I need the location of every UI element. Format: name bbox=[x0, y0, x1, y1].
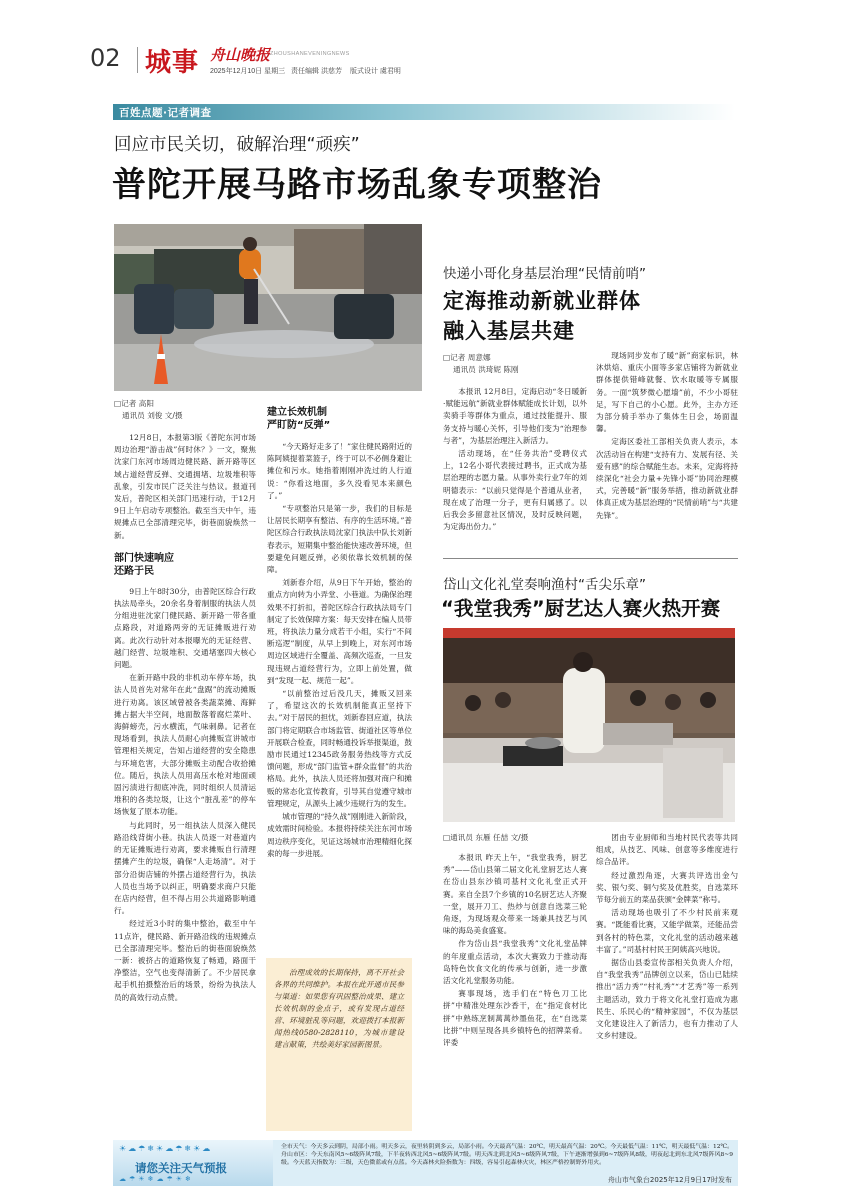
article1-intro bbox=[114, 432, 256, 542]
article1-credit-correspondent: 通讯员 刘俊 文/摄 bbox=[122, 411, 183, 420]
paragraph: 赛事现场，选手们在“特色刀工比拼”中精准处理东沙香干，在“指定食材比拼”中熟练烹制萬萬炒墨鱼花，在“自选菜比拼”中则呈现各具乡镇特色的招牌菜肴。评委 bbox=[443, 989, 587, 1048]
paragraph: 9日上午8时30分，由普陀区综合行政执法局牵头，20余名身着制服的执法人员分组进驻沈家门健民路、新开路一带各重点路段，对道路两旁的无证摊贩进行劝离。此次行动针对本报曝光的无证经营、越门经营、垃圾堆积、交通堵塞四大核心问题。 bbox=[114, 586, 256, 670]
paragraph: 现场同步发布了暖“新”商家标识，林沐烘焙、重庆小面等多家店铺将为新就业群体提供错峰就餐、饮水取暖等专属服务。一面“筑梦微心愿墙”前，不少小哥驻足，写下自己的小心愿。此外，主办方还为部分骑手举办了集体生日会，场面温馨。 bbox=[596, 351, 738, 434]
weather-promo-text: 请您关注天气预报 bbox=[135, 1161, 227, 1175]
article1-subhead1: 部门快速响应 还路于民 bbox=[114, 552, 174, 577]
paragraph: 据岱山县委宣传部相关负责人介绍，自“我堂我秀”品牌创立以来，岱山已陆续推出“活力秀”“村礼秀”“才艺秀”等一系列主题活动，致力于将文化礼堂打造成为惠民生、乐民心的“精神家园”，不仅为基层文化建设注入了新活力，也有力推动了人文乡村建设。 bbox=[596, 958, 738, 1041]
weather-promo-panel bbox=[113, 1140, 273, 1186]
paragraph: 作为岱山县“我堂我秀”文化礼堂品牌的年度重点活动，本次大赛致力于推动海岛特色饮食文化的传承与创新，进一步激活文化礼堂服务功能。 bbox=[443, 939, 587, 986]
cloud-icon: ☁ bbox=[156, 1175, 167, 1183]
paper-logo-en: ZHOUSHANEVENINGNEWS bbox=[270, 51, 350, 57]
rain-icon: ☂ bbox=[166, 1175, 176, 1183]
paragraph: 12月8日，本报第3版《普陀东河市场周边治理“游击战”何时休？》一文，聚焦沈家门东河市场周边健民路、新开路等区域占道经营反弹、交通拥堵、垃圾堆积等乱象，引发市民广泛关注与热议。报道刊发后，普陀区相关部门迅速行动，于12月9日上午启动专项整治。截至当天中午，违规摊点已全部清理完毕，街巷面貌焕然一新。 bbox=[114, 433, 256, 540]
article1-column1 bbox=[114, 432, 256, 1142]
date-line: 2025年12月10日 星期三 bbox=[210, 68, 286, 75]
section-title: 城事 bbox=[145, 48, 200, 78]
article3-photo-cooking-contest bbox=[443, 628, 735, 822]
article2-column1 bbox=[443, 386, 587, 546]
article2-headline-line1: 定海推动新就业群体 bbox=[443, 289, 641, 313]
paragraph: “以前整治过后没几天，摊贩又回来了，希望这次的长效机制能真正坚持下去。”对于居民的担忧，刘新春回应道，执法部门将定期联合市场监管、街道社区等单位开展联合检查，同时畅通投诉举报渠道，鼓励市民通过12345政务服务热线等方式反馈问题，形成“部门监管+群众监督”的共治格局。此外，执法人员还将加强对商户和摊贩的常态化宣传教育，引导其自觉遵守城市管理规定，从源头上减少违规行为的发生。 bbox=[267, 689, 412, 808]
paragraph: 团由专业厨师和当地村民代表等共同组成，从技艺、风味、创意等多维度进行综合品评。 bbox=[596, 833, 738, 867]
article2-kicker: 快递小哥化身基层治理“民情前哨” bbox=[443, 266, 646, 282]
editor-line: 责任编辑 洪慈芳 bbox=[291, 68, 342, 75]
paragraph: 定海区委社工部相关负责人表示，本次活动旨在构建“支持有力、发展有径、关爱有感”的综合赋能生态。未来，定海将持续深化“社会力量+先锋小哥”协同治理模式，完善暖“新”服务举措，推动新就业群体真正成为基层治理的“民情前哨”与“共建先锋”。 bbox=[596, 437, 738, 520]
paragraph: 本报讯 12月8日，定海启动“冬日暖新·赋能远航”新就业群体赋能成长计划，以外卖骑手等群体为重点，通过技能提升、服务支持与暖心关怀，引导他们变为“治理参与者”，为基层治理注入新活力。 bbox=[443, 387, 587, 445]
article3-column1 bbox=[443, 852, 587, 1132]
rain-icon: ☂ bbox=[175, 1144, 185, 1153]
sun-icon: ☀ bbox=[119, 1144, 129, 1153]
paragraph: 刘新春介绍，从9日下午开始，整治的重点方向转为小弄堂、小巷道。为确保治理效果不打折扣，普陀区综合行政执法局专门制定了长效保障方案：每天安排在编人员带班，将执法力量分成若干小组，实行“不间断巡逻”制度，从早上到晚上，对东河市场周边区域进行全覆盖、高频次巡查，一旦发现违规占道经营行为，立即上前处置，做到“发现一起、规范一起”。 bbox=[267, 578, 412, 685]
snow-icon: ❄ bbox=[147, 1175, 157, 1183]
article3-headline: “我堂我秀”厨艺达人赛火热开赛 bbox=[441, 597, 721, 620]
snow-icon: ❄ bbox=[184, 1144, 194, 1153]
paragraph: 活动现场也吸引了不少村民前来观赛。“既能看比赛，又能学做菜，还能品尝到各村的特色菜，文化礼堂的活动越来越丰富了。”司基村村民王阿姨高兴地说。 bbox=[596, 908, 738, 954]
masthead-info bbox=[210, 66, 401, 76]
article3-body1 bbox=[443, 852, 587, 1049]
weather-source: 舟山市气象台2025年12月9日17时发布 bbox=[607, 1176, 732, 1184]
article2-headline-line2: 融入基层共建 bbox=[443, 319, 575, 343]
sun-icon: ☀ bbox=[156, 1144, 166, 1153]
article2-credit-correspondent: 通讯员 洪琦妮 陈刚 bbox=[453, 365, 519, 374]
article1-body1 bbox=[114, 586, 256, 1004]
paragraph: 活动现场，在“任务共治”受聘仪式上，12名小哥代表接过聘书，正式成为基层治理的志愿力量。从事外卖行业7年的刘明德表示：“以前只觉得是个普通从业者，现在成了治理一分子，更有归属感了。以后我会多留意社区情况，及时反映问题，为定海出份力。” bbox=[443, 449, 587, 532]
article1-subhead2: 建立长效机制 严盯防“反弹” bbox=[267, 407, 331, 431]
paragraph: 在新开路中段的非机动车停车场，执法人员首先对常年在此“盘踞”的流动摊贩进行劝离。该区域曾被各类蔬菜摊、海鲜摊占据大半空间，地面散落着腐烂菜叶、海鲜螃壳，污水横流，气味刺鼻。记者在现场看到，执法人员耐心向摊贩宣讲城市管理相关规定，告知占道经营的安全隐患与环境危害，大部分摊贩主动配合收拾摊位。随后，执法人员用高压水枪对地面顽固污渍进行彻底冲洗，同时组织人员清运堆积的各类垃圾，让这个“脏乱差”的停车场恢复了原本功能。 bbox=[114, 673, 256, 817]
paragraph: “专项整治只是第一步，我们的目标是让居民长期享有整洁、有序的生活环境。”普陀区综合行政执法局沈家门执法中队长刘新春表示，短期集中整治能快速改善环境，但要避免问题反弹，必须依靠长效机制的保障。 bbox=[267, 504, 412, 575]
article1-credit-reporter: □记者 高阳 bbox=[114, 399, 154, 408]
weather-strip bbox=[113, 1140, 738, 1186]
article2-credit bbox=[443, 352, 593, 376]
article3-credit: □通讯员 东雁 任喆 文/摄 bbox=[443, 833, 529, 842]
article1-note-text: 治理成效的长期保持，离不开社会各界的共同维护。本报在此开通市民参与渠道：如果您有巩固整治成果、建立长效机制的金点子，或有发现占道经营、环境脏乱等问题，欢迎拨打本报新闻热线0580-2828110，为城市建设建言献策，共绘美好家园新图景。 bbox=[274, 968, 404, 1049]
sun-icon: ☀ bbox=[175, 1175, 185, 1183]
article1-body2 bbox=[267, 441, 412, 860]
rain-icon: ☂ bbox=[129, 1175, 139, 1183]
weather-icons-row-bottom bbox=[119, 1175, 194, 1183]
paragraph: 城市管理的“持久战”刚刚进入新阶段，成效需时间检验。本报将持续关注东河市场周边秩序变化，见证这场城市治理精细化探索的每一步进展。 bbox=[267, 812, 412, 858]
rain-icon: ☂ bbox=[138, 1144, 148, 1153]
article2-column2 bbox=[596, 350, 738, 546]
article1-column2 bbox=[267, 402, 412, 954]
cloud-icon: ☁ bbox=[128, 1144, 139, 1153]
weather-icons-row bbox=[119, 1144, 212, 1153]
article3-body2 bbox=[596, 832, 738, 1042]
article1-photo-street-cleaning bbox=[114, 224, 422, 391]
article1-kicker: 回应市民关切，破解治理“顽疾” bbox=[114, 135, 360, 155]
section-banner bbox=[113, 104, 735, 120]
designer-line: 版式设计 虞君明 bbox=[349, 68, 401, 75]
paragraph: 经过激烈角逐，大赛共评选出金勺奖、银勺奖、铜勺奖及优胜奖，自选菜环节每分前五的菜品获颁“金牌菜”称号。 bbox=[596, 870, 738, 905]
cooking-contest-illustration bbox=[443, 628, 735, 822]
snow-icon: ❄ bbox=[147, 1144, 157, 1153]
street-cleaning-illustration bbox=[114, 224, 422, 391]
paper-logo: 舟山晚报 bbox=[210, 46, 271, 64]
paragraph: 本报讯 昨天上午，“我堂我秀，厨艺秀”——岱山县第二届文化礼堂厨艺达人赛在岱山县东沙镇司基村文化礼堂正式开赛。来自全县7个乡镇的10名厨艺达人齐聚一堂，展开刀工、热炒与创意自选菜三轮角逐，为现场观众带来一场兼具技艺与风味的海岛美食盛宴。 bbox=[443, 853, 587, 936]
article2-body2 bbox=[596, 350, 738, 522]
masthead-divider bbox=[137, 47, 138, 73]
weather-forecast-text: 全市天气：今天多云到阴，局部小雨。明天多云，夜里转阴到多云，局部小雨。今天最高气温：20℃，明天最高气温：20℃。今天最低气温：11℃，明天最低气温：12℃。舟山市区：今天东南风5~6级阵风7级，下半夜转西北风5~6级阵风7级。明天西北到北风5~6级阵风7级，下午逐渐增强到6~7级阵风8级，明夜起北到东北风7级阵风8~9级。今天蓝天指数为：三级，天色微蓝或有点蓝。今天森林火险指数为：四级，容易引起森林火灾，林区严格控制野外用火。 bbox=[281, 1144, 733, 1167]
article3-kicker: 岱山文化礼堂奏响渔村“舌尖乐章” bbox=[443, 577, 646, 593]
article1-note-box bbox=[266, 958, 412, 1131]
sun-icon: ☀ bbox=[193, 1144, 203, 1153]
paragraph: 经过近3小时的集中整治，截至中午11点许，健民路、新开路沿线的违规摊点已全部清理完毕。整治后的街巷面貌焕然一新：被挤占的道路恢复了畅通，路面干净整洁，空气也变得清新了。不少居民拿起手机拍摄整治后的场景，纷纷为执法人员的高效行动点赞。 bbox=[114, 919, 256, 1002]
page-number: 02 bbox=[90, 44, 121, 72]
paragraph: “今天路好走多了！”家住健民路附近的陈阿姨提着菜篮子，终于可以不必侧身避让摊位和污水。她指着刚刚冲洗过的人行道说：“你看这地面，多久没看见本来颜色了。” bbox=[267, 442, 412, 500]
cloud-icon: ☁ bbox=[165, 1144, 176, 1153]
cloud-icon: ☁ bbox=[119, 1175, 129, 1183]
article-divider bbox=[443, 558, 738, 559]
article1-headline: 普陀开展马路市场乱象专项整治 bbox=[112, 165, 602, 205]
article2-credit-reporter: □记者 周意娜 bbox=[443, 353, 491, 362]
article3-column2 bbox=[596, 832, 738, 1132]
article1-credit bbox=[114, 398, 264, 422]
paragraph: 与此同时，另一组执法人员深入健民路沿线背街小巷。执法人员逐一对巷道内的无证摊贩进行劝离，要求摊贩自行清理摆摊产生的垃圾，确保“人走场清”。对于部分沿街店铺的外摆占道经营行为，执法人员也当场予以纠正，明确要求商户只能在店内经营，但不得占用公共道路影响通行。 bbox=[114, 820, 256, 916]
snow-icon: ❄ bbox=[185, 1175, 194, 1183]
cloud-icon: ☁ bbox=[202, 1144, 213, 1153]
sun-icon: ☀ bbox=[138, 1175, 148, 1183]
article2-body1 bbox=[443, 386, 587, 533]
banner-label: 百姓点题·记者调查 bbox=[119, 107, 212, 119]
